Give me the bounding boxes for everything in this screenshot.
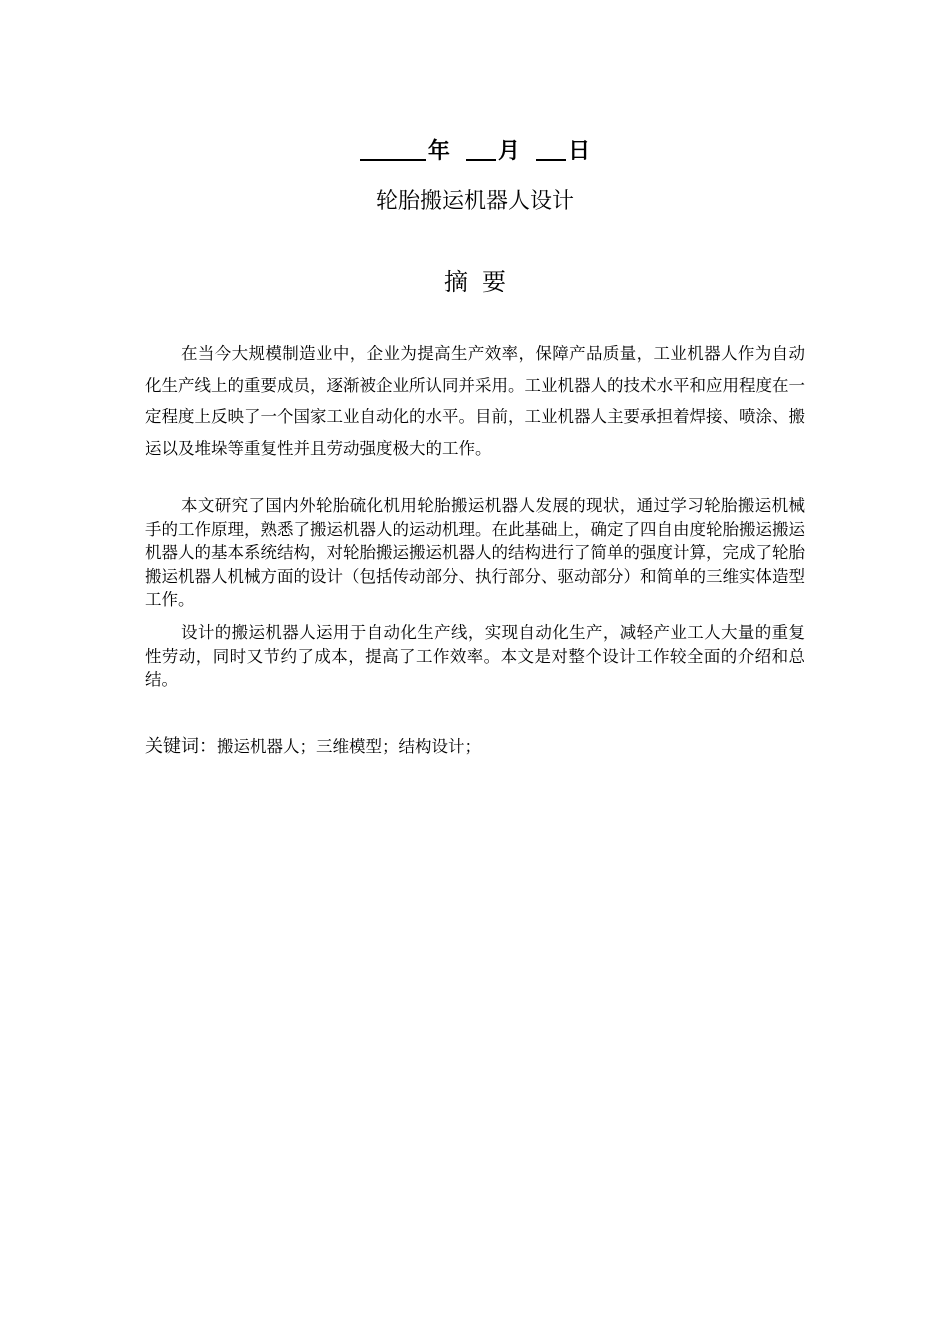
abstract-paragraph: 设计的搬运机器人运用于自动化生产线，实现自动化生产，减轻产业工人大量的重复性劳动，同时又节约了成本，提高了工作效率。本文是对整个设计工作较全面的介绍和总结。 (145, 623, 805, 689)
day-label: 日 (568, 138, 591, 163)
abstract-heading: 摘要 (444, 269, 520, 296)
document-title: 轮胎搬运机器人设计 (375, 188, 574, 213)
month-label: 月 (497, 138, 520, 163)
keywords-value: 搬运机器人；三维模型；结构设计； (217, 737, 481, 756)
month-blank (466, 137, 496, 161)
year-label: 年 (427, 138, 450, 163)
day-blank (536, 137, 566, 161)
abstract-paragraph: 在当今大规模制造业中，企业为提高生产效率，保障产品质量，工业机器人作为自动化生产线上的重要成员，逐渐被企业所认同并采用。工业机器人的技术水平和应用程度在一定程度上反映了一个国家工业自动化的水平。目前，工业机器人主要承担着焊接、喷涂、搬运以及堆垛等重复性并且劳动强度极大的工作。 (145, 344, 805, 458)
keywords-label: 关键词： (145, 736, 217, 756)
date-line (0, 136, 950, 166)
year-blank (360, 137, 426, 161)
abstract-paragraph: 本文研究了国内外轮胎硫化机用轮胎搬运机器人发展的现状，通过学习轮胎搬运机械手的工作原理，熟悉了搬运机器人的运动机理。在此基础上，确定了四自由度轮胎搬运搬运机器人的基本系统结构，对轮胎搬运搬运机器人的结构进行了简单的强度计算，完成了轮胎搬运机器人机械方面的设计（包括传动部分、执行部分、驱动部分）和简单的三维实体造型工作。 (145, 496, 805, 609)
keywords-line (145, 733, 805, 760)
